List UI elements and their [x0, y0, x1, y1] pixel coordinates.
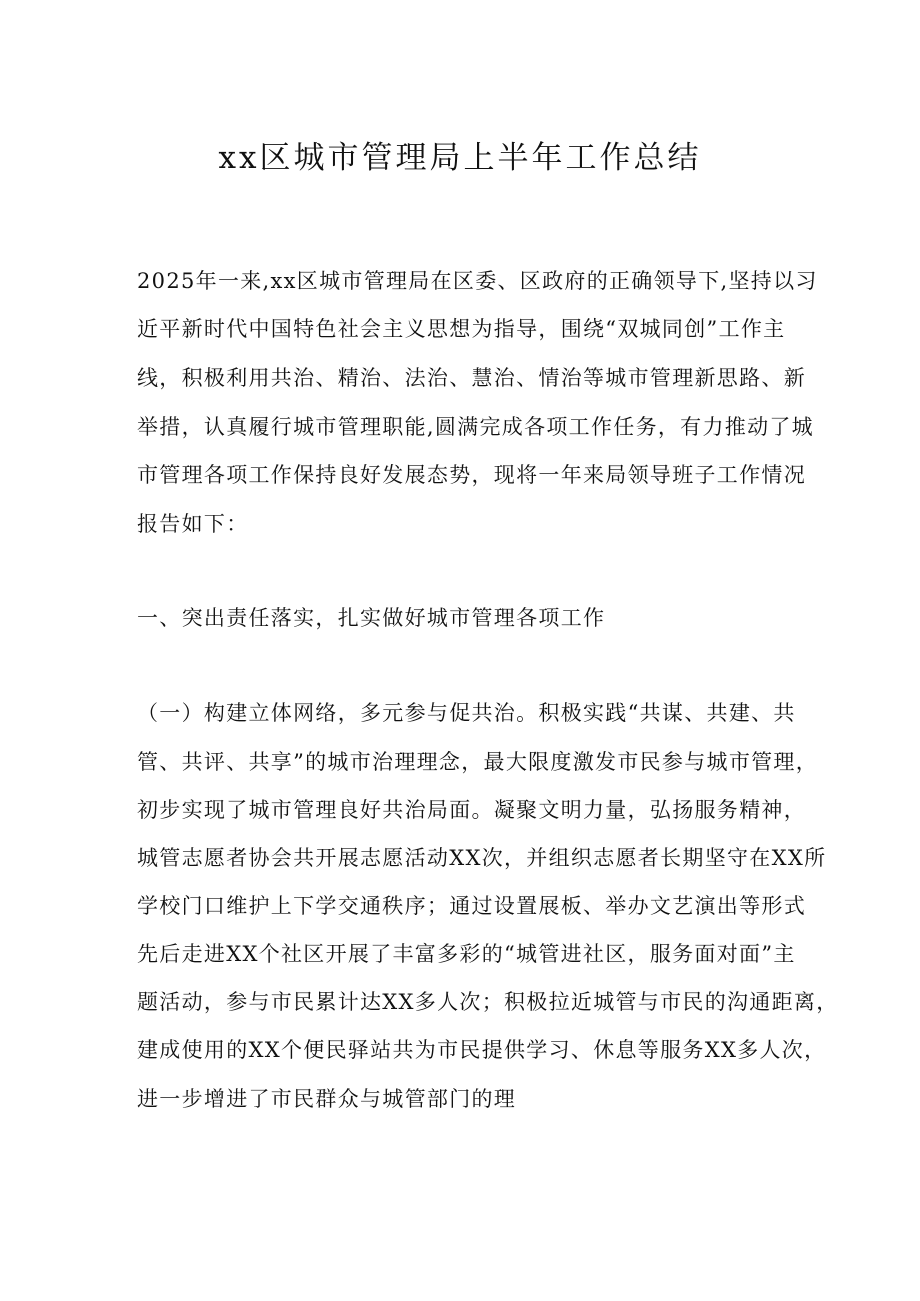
- intro-line: 报告如下：: [137, 512, 249, 536]
- paragraph-line: 学校门口维护上下学交通秩序；通过设置展板、举办文艺演出等形式: [137, 894, 806, 918]
- intro-line: 2025年一来,xx区城市管理局在区委、区政府的正确领导下,坚持以习: [137, 269, 818, 293]
- paragraph-line: 建成使用的XX个便民驿站共为市民提供学习、休息等服务XX多人次，: [137, 1038, 827, 1062]
- paragraph-line: 城管志愿者协会共开展志愿活动XX次，并组织志愿者长期坚守在XX所: [137, 846, 827, 870]
- document-title: xx区城市管理局上半年工作总结: [218, 140, 702, 176]
- intro-line: 近平新时代中国特色社会主义思想为指导，围绕“双城同创”工作主: [137, 317, 786, 341]
- section-heading: 一、突出责任落实，扎实做好城市管理各项工作: [137, 606, 606, 630]
- paragraph-line: 管、共评、共享”的城市治理理念，最大限度激发市民参与城市管理，: [137, 750, 819, 774]
- intro-line: 举措，认真履行城市管理职能,圆满完成各项工作任务，有力推动了城: [137, 415, 814, 439]
- intro-line: 线，积极利用共治、精治、法治、慧治、情治等城市管理新思路、新: [137, 366, 806, 390]
- intro-line: 市管理各项工作保持良好发展态势，现将一年来局领导班子工作情况: [137, 463, 806, 487]
- paragraph-line: 初步实现了城市管理良好共治局面。凝聚文明力量，弘扬服务精神，: [137, 798, 806, 822]
- paragraph-line: 进一步增进了市民群众与城管部门的理: [137, 1087, 517, 1111]
- paragraph-line: 题活动，参与市民累计达XX多人次；积极拉近城管与市民的沟通距离，: [137, 990, 839, 1014]
- paragraph-line: （一）构建立体网络，多元参与促共治。积极实践“共谋、共建、共: [137, 701, 796, 725]
- paragraph-line: 先后走进XX个社区开展了丰富多彩的“城管进社区，服务面对面”主: [137, 942, 796, 966]
